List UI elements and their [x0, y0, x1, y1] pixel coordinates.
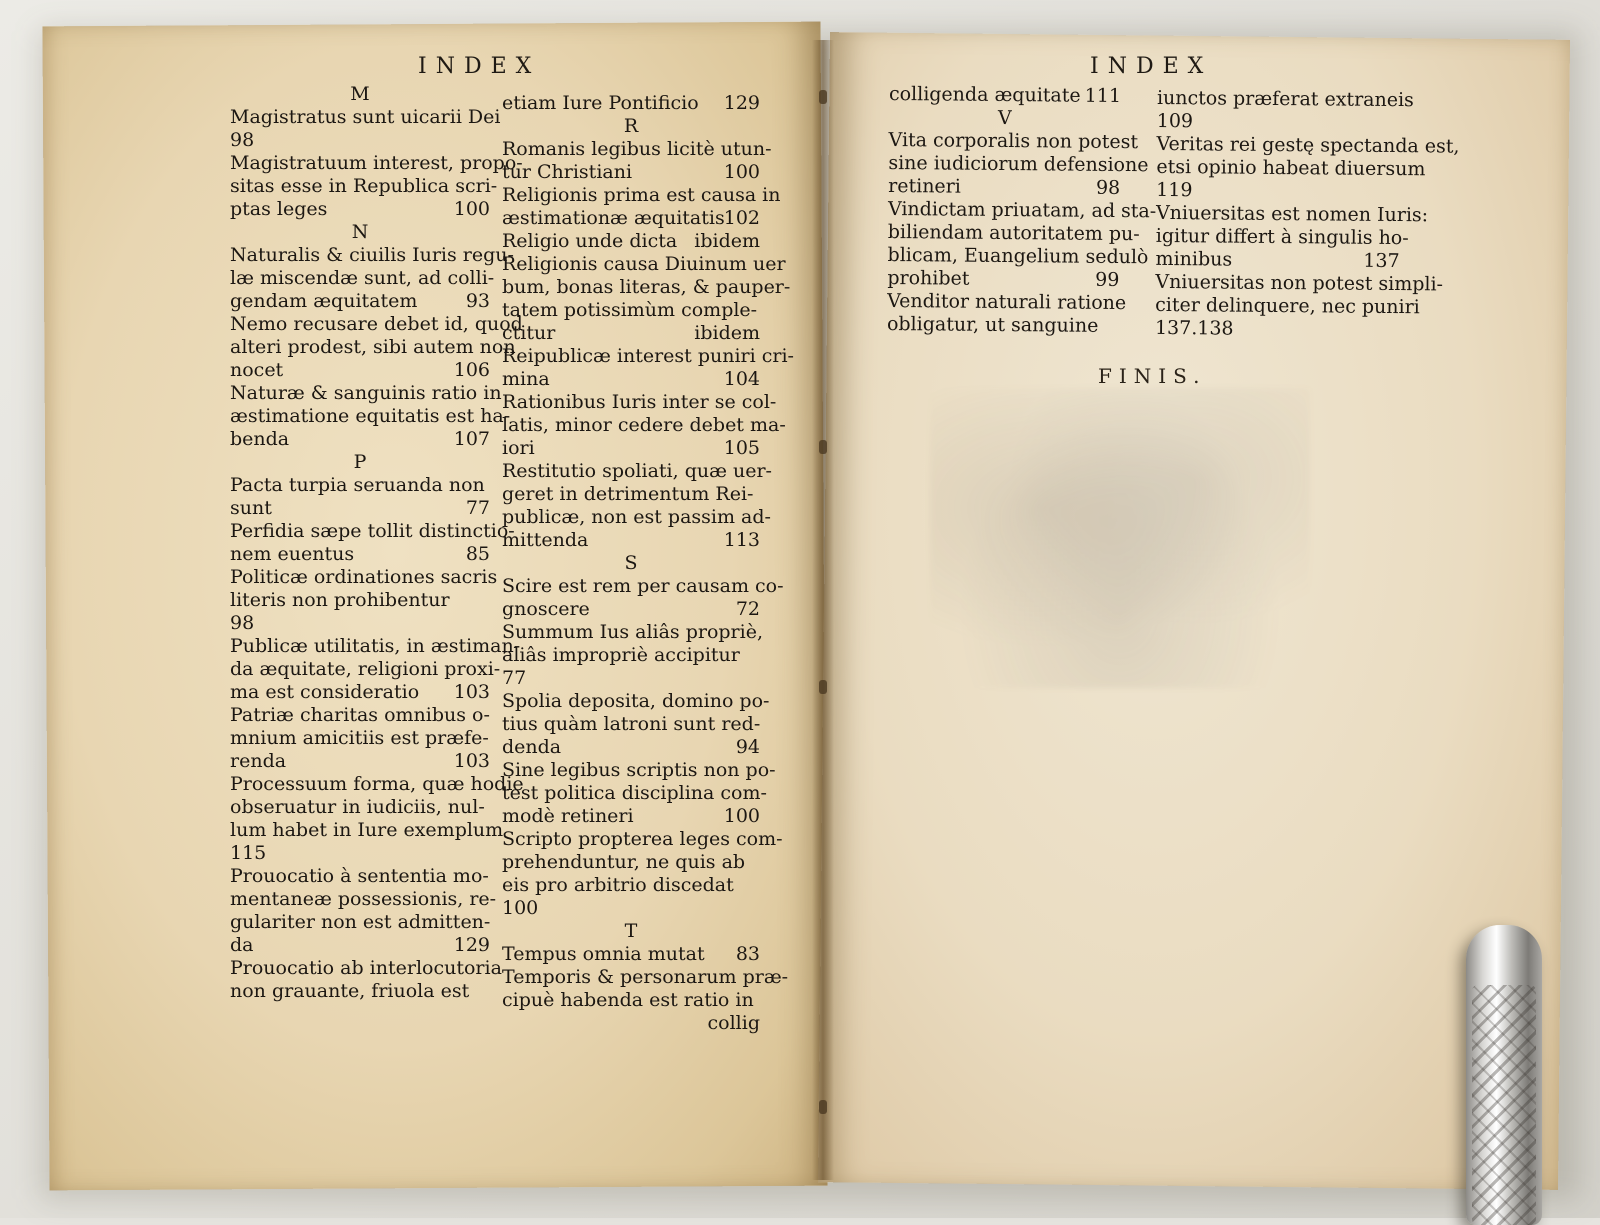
index-entry-text: 115 [230, 842, 267, 864]
index-page-number: 72 [735, 598, 760, 620]
index-entry-line [502, 805, 760, 828]
index-entry-text: Religionis causa Diuinum uer [502, 253, 786, 275]
index-entry-text: alteri prodest, sibi autem non [230, 336, 516, 358]
right-index-column-1 [886, 82, 1157, 338]
index-entry-line [887, 243, 1149, 269]
index-entry-text: test politica disciplina com- [502, 782, 767, 804]
index-entry-line [230, 727, 490, 750]
index-entry-text: ma est consideratio [230, 681, 420, 703]
index-entry-line [1156, 248, 1400, 273]
index-page-number: 103 [453, 750, 490, 772]
index-page-number: 113 [723, 529, 760, 551]
index-entry-text: da [230, 934, 254, 956]
index-entry-text: Religio unde dicta [502, 230, 678, 252]
index-entry-line [230, 566, 498, 589]
index-entry-line [502, 529, 760, 552]
index-entry-line [502, 690, 770, 713]
index-entry-line [230, 980, 490, 1003]
index-entry-text: Politicæ ordinationes sacris [230, 566, 498, 588]
index-entry-line [502, 506, 771, 529]
index-entry-line [230, 106, 501, 129]
index-entry-line [230, 405, 511, 428]
index-entry-text: biliendam autoritatem pu- [887, 220, 1140, 246]
index-entry-text: Pacta turpia seruanda non [230, 474, 485, 496]
index-page-number: 137 [1363, 249, 1400, 273]
index-entry-line [502, 483, 760, 506]
index-entry-text: Naturæ & sanguinis ratio in [230, 382, 502, 404]
book-gutter [812, 40, 834, 1180]
index-page-number: 129 [453, 934, 490, 956]
index-page-number: 111 [1084, 84, 1122, 108]
index-entry-text: obligatur, ut sanguine [886, 312, 1099, 337]
index-entry-text: gendam æquitatem [230, 290, 418, 312]
index-entry-line [1155, 224, 1409, 250]
index-entry-line [887, 289, 1127, 315]
index-entry-line [230, 152, 523, 175]
index-entry-line [502, 874, 760, 897]
index-entry-text: renda [230, 750, 287, 772]
index-entry-line [887, 220, 1140, 246]
index-entry-text: Restitutio spoliati, quæ uer- [502, 460, 772, 482]
index-entry-line [502, 368, 760, 391]
index-entry-text: minibus [1155, 247, 1233, 271]
index-section-letter: M [350, 83, 370, 105]
index-entry-text: 98 [230, 612, 255, 634]
index-entry-line [502, 276, 791, 299]
index-entry-line [230, 244, 514, 267]
index-entry-line [502, 575, 784, 598]
index-entry-text: mnium amicitiis est præfe- [230, 727, 489, 749]
index-entry-line [230, 612, 490, 635]
index-entry-line [230, 819, 504, 842]
index-section-letter: V [997, 106, 1012, 130]
index-page-number: ibidem [694, 322, 760, 344]
index-entry-text: 98 [230, 129, 255, 151]
index-entry-line [887, 313, 1119, 338]
index-entry-line [230, 865, 490, 888]
finis-colophon: FINIS. [1098, 364, 1207, 388]
index-entry-line [230, 589, 490, 612]
index-entry-text: Scripto propterea leges com- [502, 828, 783, 850]
index-entry-line [230, 911, 490, 934]
index-page-number: 100 [723, 161, 760, 183]
index-entry-text: Naturalis & ciuilis Iuris regu- [230, 244, 514, 266]
index-entry-text: tur Christiani [502, 161, 633, 183]
index-entry-line [230, 888, 497, 911]
index-entry-text: bum, bonas literas, & pauper- [502, 276, 791, 298]
index-entry-line [230, 543, 490, 566]
index-entry-line [502, 322, 760, 345]
index-entry-line [1155, 201, 1429, 227]
index-entry-text: latis, minor cedere debet ma- [502, 414, 786, 436]
index-page-number: 77 [465, 497, 490, 519]
left-running-head: INDEX [418, 54, 541, 79]
index-entry-text: tatem potissimùm comple- [502, 299, 758, 321]
index-entry-text: da æquitate, religioni proxi- [230, 658, 501, 680]
index-entry-text: ctitur [502, 322, 556, 344]
index-entry-line [230, 773, 524, 796]
index-section-letter: S [624, 552, 638, 574]
binding-stitch [819, 440, 827, 454]
index-entry-text: lum habet in Iure exemplum [230, 819, 504, 841]
index-section-letter: P [353, 451, 367, 473]
index-entry-line [502, 184, 781, 207]
index-page-number: 94 [735, 736, 760, 758]
index-entry-line [502, 897, 760, 920]
index-entry-text: Temporis & personarum præ- [502, 966, 789, 988]
index-entry-line [502, 782, 767, 805]
index-entry-text: Perfidia sæpe tollit distinctio- [230, 520, 515, 542]
index-entry-line [1157, 110, 1401, 135]
index-entry-text: Prouocatio à sententia mo- [230, 865, 489, 887]
index-entry-line [230, 497, 490, 520]
index-entry-text: eis pro arbitrio discedat [502, 874, 734, 896]
index-entry-text: etsi opinio habeat diuersum [1156, 155, 1426, 181]
index-entry-line [502, 1012, 760, 1035]
index-entry-text: non grauante, friuola est [230, 980, 470, 1002]
index-entry-text: Vita corporalis non potest [888, 128, 1139, 154]
index-entry-text: mittenda [502, 529, 589, 551]
index-entry-text: Nemo recusare debet id, quod [230, 313, 523, 335]
index-entry-text: literis non prohibentur [230, 589, 450, 611]
index-entry-text: ptas leges [230, 198, 328, 220]
index-entry-line [1156, 155, 1426, 181]
index-entry-line [230, 934, 490, 957]
index-entry-line [502, 736, 760, 759]
index-entry-line [502, 230, 760, 253]
index-entry-text: mentaneæ possessionis, re- [230, 888, 497, 910]
index-entry-text: sine iudiciorum defensione [888, 151, 1149, 177]
index-entry-line [502, 644, 760, 667]
index-entry-text: sitas esse in Republica scri- [230, 175, 498, 197]
index-page-number: 104 [723, 368, 760, 390]
index-entry-text: Reipublicæ interest puniri cri- [502, 345, 794, 367]
index-entry-line [1156, 179, 1400, 204]
index-entry-text: Patriæ charitas omnibus o- [230, 704, 490, 726]
index-entry-line [502, 621, 763, 644]
index-entry-text: Vniuersitas est nomen Iuris: [1155, 201, 1429, 227]
index-page-number: 85 [465, 543, 490, 565]
index-entry-text: Rationibus Iuris inter se col- [502, 391, 777, 413]
index-entry-line [502, 759, 776, 782]
index-entry-text: Religionis prima est causa in [502, 184, 781, 206]
index-entry-line [230, 129, 490, 152]
index-entry-line [230, 658, 501, 681]
index-entry-line [230, 957, 502, 980]
index-entry-text: igitur differt à singulis ho- [1155, 224, 1409, 250]
index-entry-text: 109 [1156, 109, 1194, 133]
index-page-number: 83 [735, 943, 760, 965]
index-entry-text: modè retineri [502, 805, 634, 827]
index-entry-text: retineri [888, 174, 961, 198]
index-entry-line [230, 796, 490, 819]
index-entry-line [230, 842, 490, 865]
index-entry-line [502, 989, 760, 1012]
index-entry-line [230, 382, 502, 405]
index-page-number: 103 [453, 681, 490, 703]
index-entry-text: Venditor naturali ratione [887, 289, 1127, 315]
index-entry-line [230, 267, 495, 290]
index-entry-text: Summum Ius aliâs propriè, [502, 621, 763, 643]
index-entry-line [502, 138, 772, 161]
right-index-column-2 [1154, 86, 1460, 342]
index-entry-line [502, 828, 783, 851]
index-entry-text: Magistratuum interest, propo- [230, 152, 523, 174]
index-entry-line [1156, 132, 1460, 158]
index-entry-text: iori [502, 437, 535, 459]
index-entry-line [230, 290, 490, 313]
index-entry-text: denda [502, 736, 562, 758]
index-page-number: 98 [1095, 176, 1121, 200]
bleed-through-woodcut [930, 388, 1310, 688]
index-entry-text: læ miscendæ sunt, ad colli- [230, 267, 495, 289]
index-entry-text: Vniuersitas non potest simpli- [1155, 270, 1444, 296]
index-entry-text: publicæ, non est passim ad- [502, 506, 771, 528]
index-entry-line [502, 437, 760, 460]
index-entry-text: etiam Iure Pontificio [502, 92, 699, 114]
index-page-number: 99 [1095, 268, 1120, 292]
index-page-number: ibidem [694, 230, 760, 252]
index-section-letter: R [623, 115, 639, 137]
index-entry-line [230, 198, 490, 221]
index-entry-text: Publicæ utilitatis, in æstiman- [230, 635, 521, 657]
index-entry-text: geret in detrimentum Rei- [502, 483, 754, 505]
index-entry-text: Romanis legibus licitè utun- [502, 138, 772, 160]
index-entry-text: obseruatur in iudiciis, nul- [230, 796, 485, 818]
index-entry-line [1156, 86, 1414, 112]
index-entry-text: gnoscere [502, 598, 590, 620]
index-entry-line [230, 428, 490, 451]
index-entry-line [230, 520, 515, 543]
index-entry-line [502, 667, 760, 690]
index-entry-line [502, 713, 760, 736]
index-entry-line [230, 359, 490, 382]
index-entry-text: citer delinquere, nec puniri [1155, 293, 1420, 319]
silver-pen [1466, 925, 1542, 1225]
index-entry-text: æstimationæ æquitatis [502, 207, 725, 229]
index-entry-text: Prouocatio ab interlocutoria [230, 957, 502, 979]
index-entry-line [230, 750, 490, 773]
index-entry-line [502, 391, 777, 414]
index-entry-text: 137.138 [1154, 316, 1234, 340]
index-entry-line [502, 851, 760, 874]
index-entry-text: blicam, Euangelium sedulò [887, 243, 1149, 269]
index-entry-line [502, 460, 772, 483]
index-section-letter: T [624, 920, 638, 942]
index-entry-line [888, 128, 1139, 154]
index-entry-line [887, 267, 1119, 292]
index-entry-line [1155, 317, 1399, 342]
index-page-number: 93 [465, 290, 490, 312]
index-entry-line [230, 175, 498, 198]
index-entry-text: Tempus omnia mutat [502, 943, 705, 965]
index-entry-text: colligenda æquitate [888, 82, 1081, 107]
index-entry-text: Veritas rei gestę spectanda est, [1156, 132, 1460, 158]
index-entry-line [887, 197, 1157, 223]
index-entry-line [502, 414, 786, 437]
index-entry-text: gulariter non est admitten- [230, 911, 491, 933]
index-entry-text: tius quàm latroni sunt red- [502, 713, 761, 735]
index-entry-text: Vindictam priuatam, ad sta- [887, 197, 1157, 223]
right-running-head: INDEX [1090, 54, 1213, 79]
index-entry-line [502, 299, 760, 322]
left-index-column-2 [502, 92, 794, 1035]
index-entry-line [1155, 270, 1444, 296]
index-entry-line [502, 345, 794, 368]
index-entry-text: 77 [502, 667, 527, 689]
index-entry-text: æstimatione equitatis est ha- [230, 405, 511, 427]
index-entry-line [1155, 293, 1420, 319]
index-page-number: collig [707, 1012, 760, 1034]
index-entry-line [230, 681, 490, 704]
index-entry-text: nocet [230, 359, 284, 381]
index-entry-text: 119 [1156, 178, 1193, 202]
index-entry-text: Magistratus sunt uicarii Dei [230, 106, 501, 128]
index-page-number: 105 [723, 437, 760, 459]
index-entry-text: nem euentus [230, 543, 355, 565]
index-entry-line [230, 635, 521, 658]
index-entry-text: benda [230, 428, 290, 450]
index-entry-text: mina [502, 368, 550, 390]
index-entry-line [502, 253, 786, 276]
binding-stitch [819, 1100, 827, 1114]
index-page-number: 106 [453, 359, 490, 381]
index-entry-text: 100 [502, 897, 539, 919]
index-entry-line [502, 966, 789, 989]
index-page-number: 102 [723, 207, 760, 229]
index-entry-line [230, 313, 523, 336]
index-entry-text: Spolia deposita, domino po- [502, 690, 770, 712]
binding-stitch [819, 90, 827, 104]
index-entry-line [502, 943, 760, 966]
index-entry-text: prohibet [887, 266, 970, 290]
index-entry-line [502, 92, 760, 115]
index-section-letter: N [351, 221, 369, 243]
index-entry-text: aliâs impropriè accipitur [502, 644, 740, 666]
index-entry-text: prehenduntur, ne quis ab [502, 851, 746, 873]
index-entry-line [888, 175, 1120, 200]
index-entry-line [888, 151, 1149, 177]
index-entry-line [230, 704, 490, 727]
index-entry-line [889, 83, 1121, 108]
index-page-number: 129 [723, 92, 760, 114]
index-page-number: 107 [453, 428, 490, 450]
index-entry-text: Sine legibus scriptis non po- [502, 759, 776, 781]
index-entry-line [230, 474, 490, 497]
index-page-number: 100 [453, 198, 490, 220]
index-entry-text: cipuè habenda est ratio in [502, 989, 754, 1011]
index-entry-line [502, 207, 760, 230]
index-entry-text: iunctos præferat extraneis [1156, 86, 1414, 112]
index-entry-line [502, 598, 760, 621]
index-entry-text: sunt [230, 497, 272, 519]
index-entry-line [230, 336, 516, 359]
index-entry-text: Scire est rem per causam co- [502, 575, 784, 597]
binding-stitch [819, 680, 827, 694]
index-page-number: 100 [723, 805, 760, 827]
index-entry-line [502, 161, 760, 184]
index-entry-text: Processuum forma, quæ hodie [230, 773, 524, 795]
